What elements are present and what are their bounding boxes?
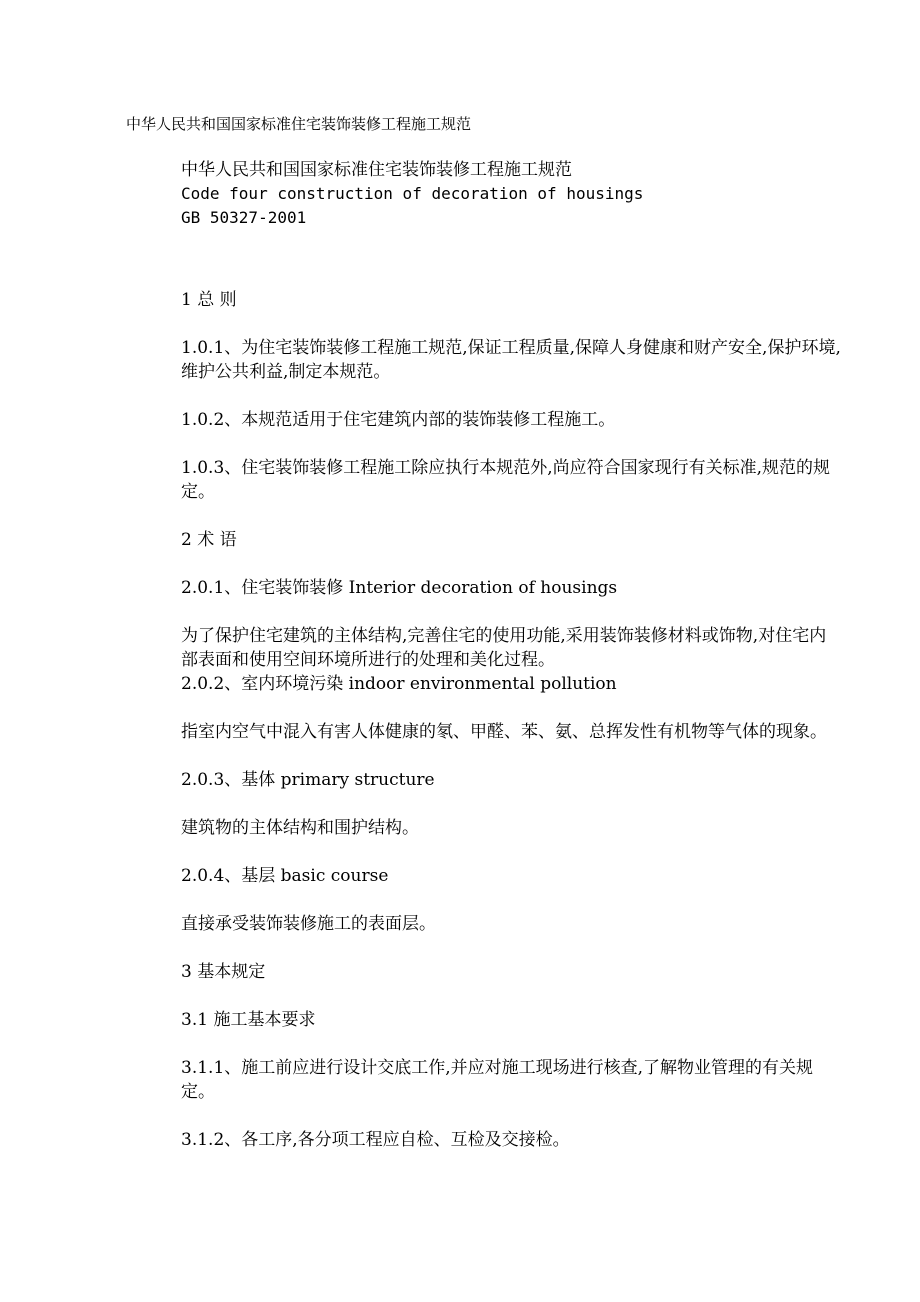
section-heading-1: 1 总 则 [181, 290, 237, 310]
clause-1-0-2: 1.0.2、本规范适用于住宅建筑内部的装饰装修工程施工。 [181, 410, 616, 430]
term-2-0-3-definition: 建筑物的主体结构和围护结构。 [181, 818, 419, 838]
term-2-0-1: 2.0.1、住宅装饰装修 Interior decoration of housings [181, 578, 618, 598]
section-heading-2: 2 术 语 [181, 530, 237, 550]
subsection-heading-3-1: 3.1 施工基本要求 [181, 1010, 316, 1030]
clause-3-1-1: 3.1.1、施工前应进行设计交底工作,并应对施工现场进行核查,了解物业管理的有关规定。 [181, 1058, 814, 1102]
document-title-en: Code four construction of decoration of housings [181, 184, 644, 203]
section-heading-3: 3 基本规定 [181, 962, 266, 982]
term-2-0-1-definition: 为了保护住宅建筑的主体结构,完善住宅的使用功能,采用装饰装修材料或饰物,对住宅内部表面和使用空间环境所进行的处理和美化过程。 [181, 626, 827, 670]
term-2-0-4-definition: 直接承受装饰装修施工的表面层。 [181, 914, 436, 934]
clause-3-1-2: 3.1.2、各工序,各分项工程应自检、互检及交接检。 [181, 1130, 570, 1150]
document-body [181, 158, 841, 1152]
running-header: 中华人民共和国国家标准住宅装饰装修工程施工规范 [126, 115, 472, 133]
term-2-0-4: 2.0.4、基层 basic course [181, 866, 389, 886]
term-2-0-3: 2.0.3、基体 primary structure [181, 770, 435, 790]
document-code: GB 50327-2001 [181, 208, 307, 227]
term-2-0-2: 2.0.2、室内环境污染 indoor environmental pollution [181, 674, 617, 694]
clause-1-0-1: 1.0.1、为住宅装饰装修工程施工规范,保证工程质量,保障人身健康和财产安全,保护环境,维护公共利益,制定本规范。 [181, 338, 841, 382]
term-2-0-2-definition: 指室内空气中混入有害人体健康的氡、甲醛、苯、氨、总挥发性有机物等气体的现象。 [181, 722, 827, 742]
document-title-cn: 中华人民共和国国家标准住宅装饰装修工程施工规范 [181, 160, 572, 180]
clause-1-0-3: 1.0.3、住宅装饰装修工程施工除应执行本规范外,尚应符合国家现行有关标准,规范的规定。 [181, 458, 831, 502]
title-block [181, 158, 841, 230]
